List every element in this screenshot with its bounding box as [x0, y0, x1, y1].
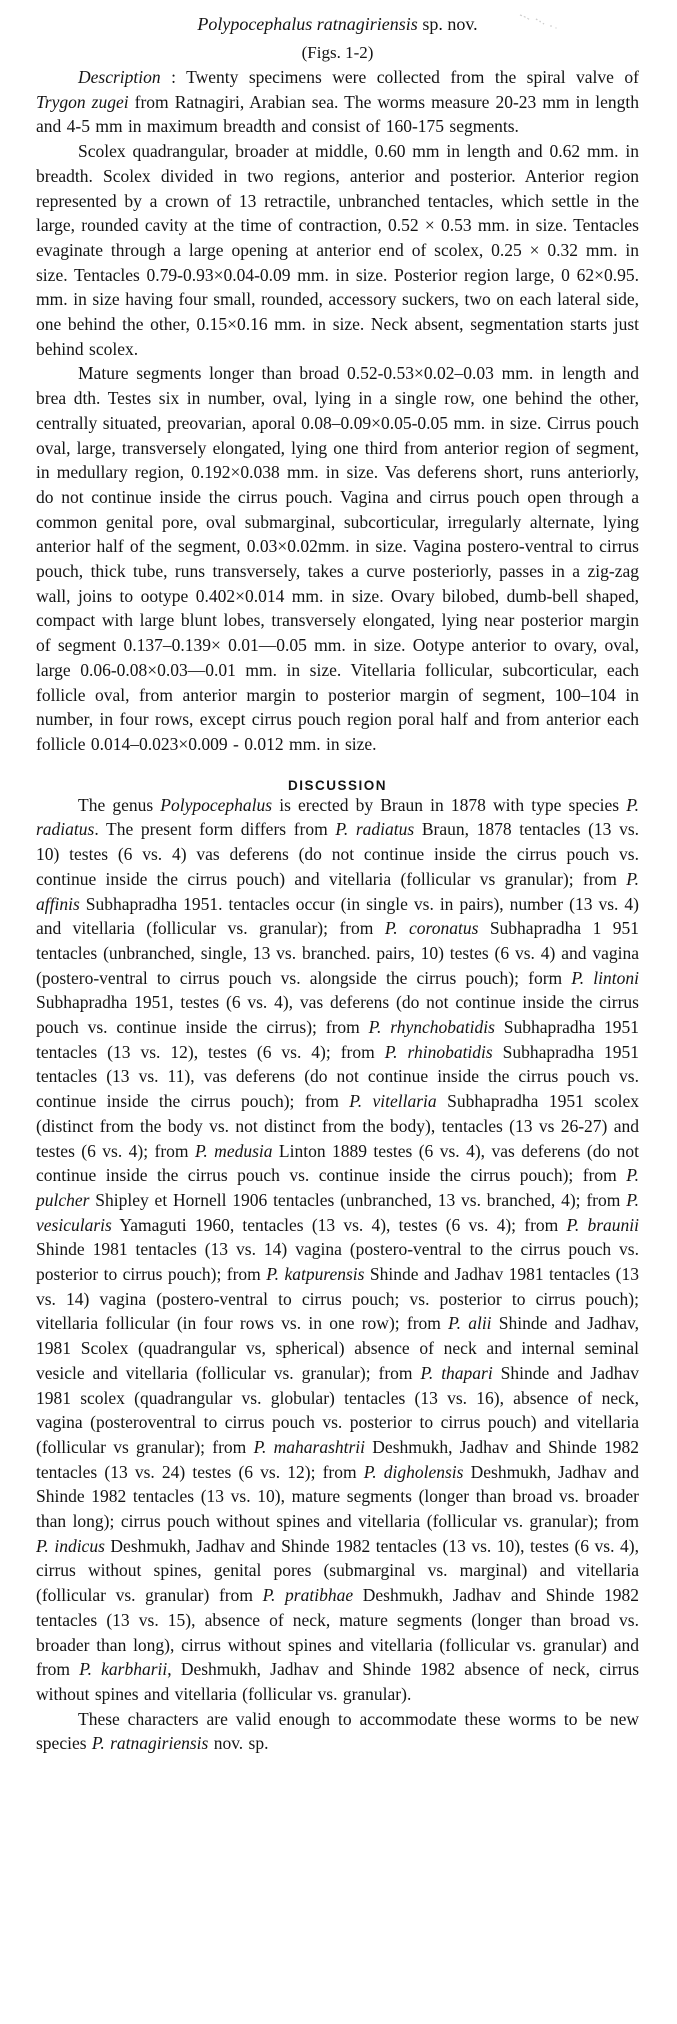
- discussion-paragraph: The genus Polypocephalus is erected by Braun in 1878 with type species P. radiatus. The present form differs from P. radiatus Braun, 1878 tentacles (13 vs. 10) testes (6 vs. 4) vas deferens (do not continue inside the cirrus pouch vs. continue inside the cirrus pouch) and vitellaria (follicular vs granular); from P. affinis Subhapradha 1951. tentacles occur (in single vs. in pairs), number (13 vs. 4) and vitellaria (follicular vs. granular); from P. coronatus Subhapradha 1 951 tentacles (unbranched, single, 13 vs. branched. pairs, 10) testes (6 vs. 4) and vagina (postero-ventral to cirrus pouch vs. alongside the cirrus pouch); form P. lintoni Subhapradha 1951, testes (6 vs. 4), vas deferens (do not continue inside the cirrus pouch vs. continue inside the cirrus); from P. rhynchobatidis Subhapradha 1951 tentacles (13 vs. 12), testes (6 vs. 4); from P. rhinobatidis Subhapradha 1951 tentacles (13 vs. 11), vas deferens (do not continue inside the cirrus pouch vs. continue inside the cirrus pouch); from P. vitellaria Subhapradha 1951 scolex (distinct from the body vs. not distinct from the body), tentacles (13 vs 26-27) and testes (6 vs. 4); from P. medusia Linton 1889 testes (6 vs. 4), vas deferens (do not continue inside the cirrus pouch vs. continue inside the cirrus pouch); from P. pulcher Shipley et Hornell 1906 tentacles (unbranched, 13 vs. branched, 4); from P. vesicularis Yamaguti 1960, tentacles (13 vs. 4), testes (6 vs. 4); from P. braunii Shinde 1981 tentacles (13 vs. 14) vagina (postero-ventral to the cirrus pouch vs. posterior to cirrus pouch); from P. katpurensis Shinde and Jadhav 1981 tentacles (13 vs. 14) vagina (postero-ventral to cirrus pouch; vs. posterior to cirrus pouch); vitellaria follicular (in four rows vs. in one row); from P. alii Shinde and Jadhav, 1981 Scolex (quadrangular vs, spherical) absence of neck and internal seminal vesicle and vitellaria (follicular vs. granular); from P. thapari Shinde and Jadhav 1981 scolex (quadrangular vs. globular) tentacles (13 vs. 16), absence of neck, vagina (posteroventral to cirrus pouch vs. posterior to cirrus pouch) and vitellaria (follicular vs granular); from P. maharashtrii Deshmukh, Jadhav and Shinde 1982 tentacles (13 vs. 24) testes (6 vs. 12); from P. digholensis Deshmukh, Jadhav and Shinde 1982 tentacles (13 vs. 10), mature segments (longer than broad vs. broader than long); cirrus pouch without spines and vitellaria (follicular vs. granular); from P. indicus Deshmukh, Jadhav and Shinde 1982 tentacles (13 vs. 10), testes (6 vs. 4), cirrus without spines, genital pores (submarginal vs. marginal) and vitellaria (follicular vs. granular) from P. pratibhae Deshmukh, Jadhav and Shinde 1982 tentacles (13 vs. 15), absence of neck, mature segments (longer than broad vs. broader than long), cirrus without spines and vitellaria (follicular vs. granular) and from P. karbharii, Deshmukh, Jadhav and Shinde 1982 absence of neck, cirrus without spines and vitellaria (follicular vs. granular).: [36, 794, 640, 1704]
- conclusion-paragraph: These characters are valid enough to accommodate these worms to be new species P. ratnagiriensis nov. sp.: [36, 1708, 639, 1754]
- figures-caption: (Figs. 1-2): [301, 43, 374, 62]
- discussion-heading: DISCUSSION: [287, 777, 387, 793]
- scolex-paragraph: Scolex quadrangular, broader at middle, 0.60 mm in length and 0.62 mm. in breadth. Scolex divided in two regions, anterior and posterior. Anterior region represented by a crown of 13 retractile, unbranched tentacles, which settle in the large, rounded cavity at the time of contraction, 0.52 × 0.53 mm. in size. Tentacles evaginate through a large opening at anterior end of scolex, 0.25 × 0.32 mm. in size. Tentacles 0.79-0.93×0.04-0.09 mm. in size. Posterior region large, 0 62×0.95. mm. in size having four small, rounded, accessory suckers, two on each lateral side, one behind the other, 0.15×0.16 mm. in size. Neck absent, segmentation starts just behind scolex.: [36, 141, 639, 359]
- mature-segments-paragraph: Mature segments longer than broad 0.52-0.53×0.02–0.03 mm. in length and brea dth. Testes six in number, oval, lying in a single row, one behind the other, centrally situated, preovarian, aporal 0.08–0.09×0.05-0.05 mm. in size. Cirrus pouch oval, large, transversely elongated, lying one third from anterior region of segment, in medullary region, 0.192×0.038 mm. in size. Vas deferens short, runs anteriorly, do not continue inside the cirrus pouch. Vagina and cirrus pouch open through a common genital pore, oval submarginal, subcorticular, irregularly alternate, lying anterior half of the segment, 0.03×0.02mm. in size. Vagina postero-ventral to cirrus pouch, thick tube, runs transversely, takes a curve posteriorly, passes in a zig-zag wall, joins to ootype 0.402×0.014 mm. in size. Ovary bilobed, dumb-bell shaped, compact with large blunt lobes, transversely elongated, lying near posterior margin of segment 0.137–0.139× 0.01—0.05 mm. in size. Ootype anterior to ovary, oval, large 0.06-0.08×0.03—0.01 mm. in size. Vitellaria follicular, subcorticular, each follicle oval, from anterior margin to posterior margin of segment, 100–104 in number, in four rows, except cirrus pouch region poral half and from anterior each follicle 0.014–0.023×0.009 - 0.012 mm. in size.: [36, 363, 639, 754]
- description-paragraph: Description : Twenty specimens were collected from the spiral valve of Trygon zugei from Ratnagiri, Arabian sea. The worms measure 20-23 mm in length and 4-5 mm in maximum breadth and consist of 160-175 segments.: [36, 67, 639, 137]
- page-title: Polypocephalus ratnagiriensis sp. nov.: [197, 14, 478, 34]
